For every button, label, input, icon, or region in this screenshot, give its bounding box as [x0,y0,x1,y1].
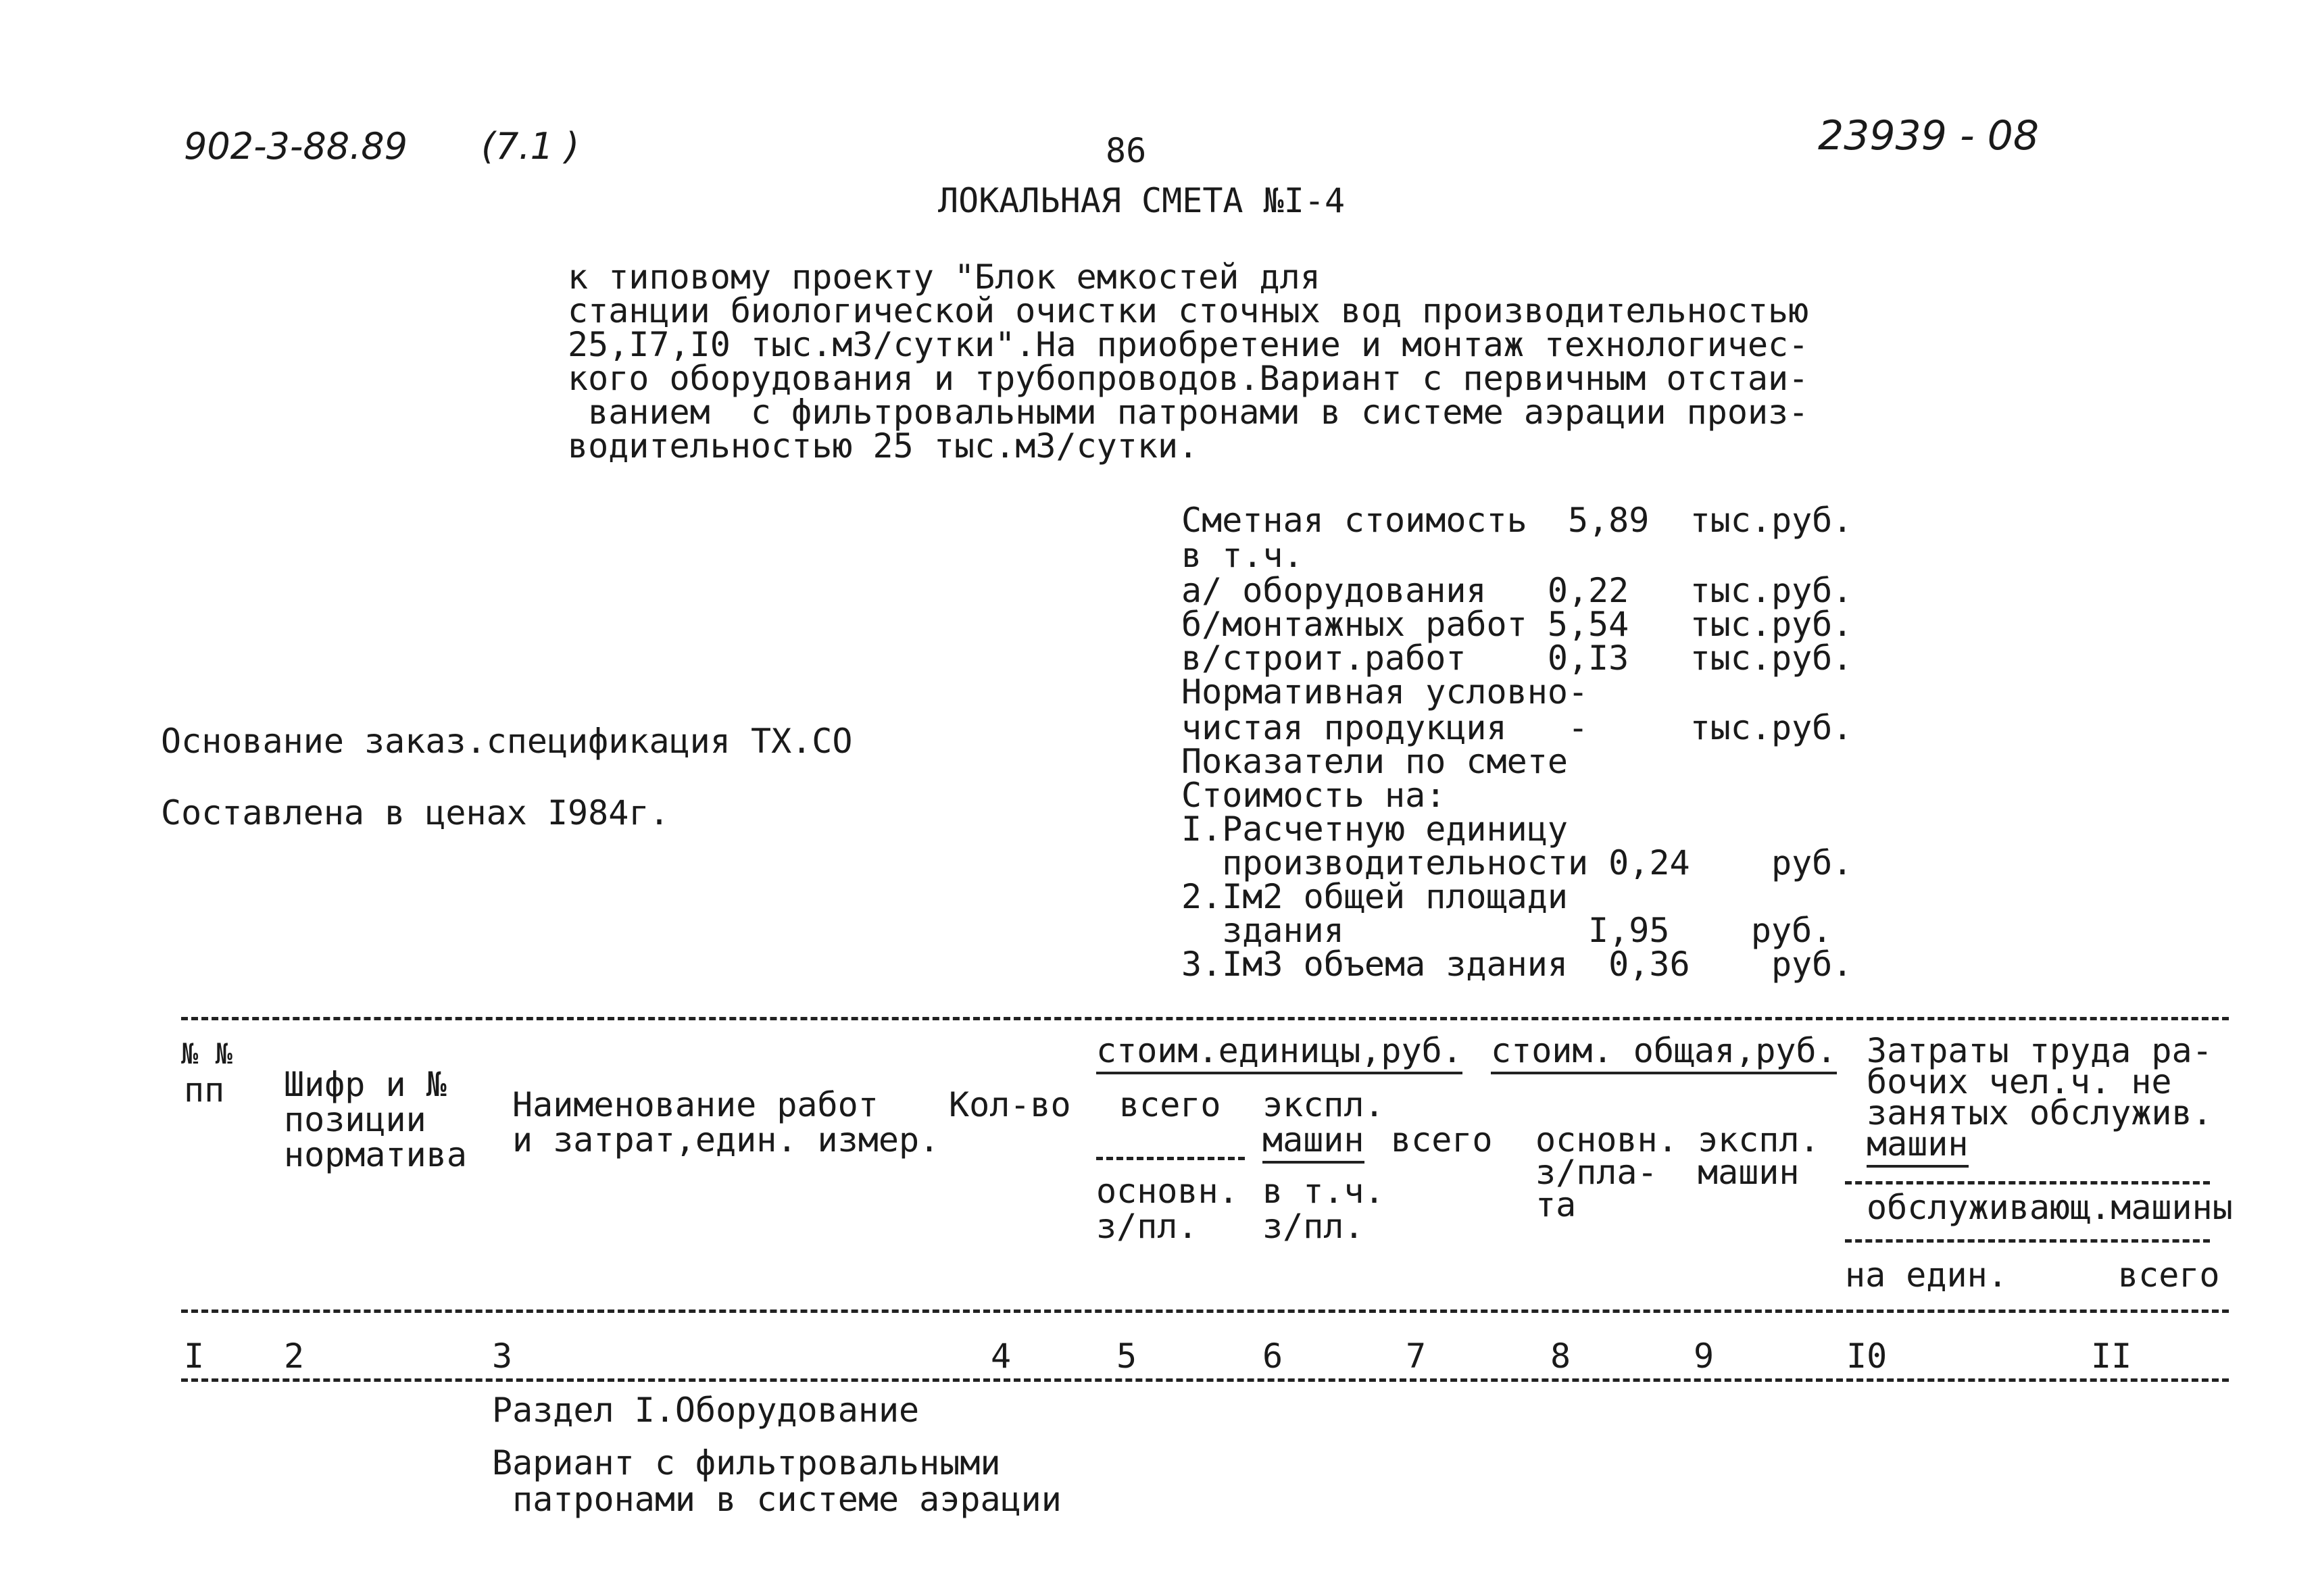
total-cost-group-label: стоим. общая,руб. [1491,1031,1837,1074]
unit-cost-mach-line-wrap [1262,1120,1364,1159]
variant-line: Вариант с фильтровальными [492,1443,1001,1482]
summary-line: I.Расчетную единицу [1181,809,1568,849]
unit-base-wage-line: основн. [1096,1172,1239,1211]
total-base-wage-line: з/пла- [1535,1153,1658,1192]
col-header-name-line: и затрат,един. измер. [512,1120,940,1159]
unit-incl-wage-line: з/пл. [1262,1207,1364,1246]
document-code: 902-3-88.89 [184,125,408,168]
col-header-code-line: позиции [284,1100,426,1139]
total-mach-line: экспл. [1698,1120,1820,1159]
summary-line: Стоимость на: [1181,776,1446,815]
column-number: II [2091,1337,2132,1376]
unit-cost-mach-line: машин [1262,1120,1364,1164]
col-header-code-line: норматива [284,1135,467,1174]
total-base-wage-line: основн. [1535,1120,1678,1159]
column-number: 6 [1262,1337,1283,1376]
labor-group-line: машин [1867,1124,1969,1168]
description-line: кого оборудования и трубопроводов.Вариант с первичным отстаи- [568,359,1809,398]
col-header-pp: пп [184,1070,225,1109]
registration-number: 23939 - 08 [1818,112,2040,159]
summary-line: чистая продукция - тыс.руб. [1181,708,1853,747]
column-number: 3 [492,1337,513,1376]
description-line: водительностью 25 тыс.м3/сутки. [568,426,1199,466]
description-line: к типовому проекту "Блок емкостей для [568,257,1321,297]
total-cost-all: всего [1391,1120,1493,1159]
unit-cost-group-label: стоим.единицы,руб. [1096,1031,1462,1074]
summary-line: Нормативная условно- [1181,672,1589,712]
labor-sub-header: обслуживающ.машины [1867,1188,2233,1227]
summary-line: Показатели по смете [1181,742,1568,781]
table-top-rule [181,1017,2229,1020]
labor-group-line: занятых обслужив. [1867,1093,2213,1132]
column-number: 4 [991,1337,1012,1376]
section-title: Раздел I.Оборудование [492,1391,920,1430]
summary-line: Сметная стоимость 5,89 тыс.руб. [1181,501,1853,540]
description-line: ванием с фильтровальными патронами в системе аэрации произ- [568,393,1809,432]
table-header-bottom-rule [181,1310,2229,1313]
labor-total: всего [2118,1255,2220,1295]
col-header-name-line: Наименование работ [512,1085,879,1124]
prices-line: Составлена в ценах I984г. [161,793,670,832]
labor-dash-upper [1845,1181,2210,1184]
unit-cost-total: всего [1119,1085,1221,1124]
col-header-number-symbol: № № [181,1037,232,1070]
summary-line: 2.Iм2 общей площади [1181,877,1568,916]
document-title: ЛОКАЛЬНАЯ СМЕТА №I-4 [938,181,1346,220]
total-mach-line: машин [1698,1153,1800,1192]
summary-line: производительности 0,24 руб. [1181,843,1853,882]
basis-line: Основание заказ.спецификация ТХ.СО [161,722,853,761]
labor-dash-lower [1845,1239,2210,1243]
column-numbers-rule [181,1378,2229,1382]
summary-line: в/строит.работ 0,I3 тыс.руб. [1181,639,1853,678]
total-base-wage-line: та [1535,1185,1577,1224]
column-number: I [184,1337,205,1376]
page-number: 86 [1106,131,1147,170]
unit-incl-wage-line: в т.ч. [1262,1172,1385,1211]
labor-group-line-wrap [1867,1124,1969,1164]
column-number: 2 [284,1337,305,1376]
col-header-quantity: Кол-во [949,1085,1071,1124]
summary-line: здания I,95 руб. [1181,911,1833,950]
labor-group-line: бочих чел.ч. не [1867,1062,2172,1101]
unit-base-wage-line: з/пл. [1096,1207,1198,1246]
summary-line: в т.ч. [1181,536,1304,575]
unit-cost-group-header [1096,1031,1462,1070]
unit-cost-mach-line: экспл. [1262,1085,1385,1124]
variant-line: патронами в системе аэрации [492,1480,1062,1519]
unit-cost-dash [1096,1157,1245,1160]
description-line: станции биологической очистки сточных вод производительностью [568,291,1809,330]
total-cost-group-header [1491,1031,1837,1070]
column-number: 5 [1116,1337,1137,1376]
col-header-code-line: Шифр и № [284,1065,447,1104]
column-number: 7 [1406,1337,1427,1376]
summary-line: 3.Iм3 объема здания 0,36 руб. [1181,945,1853,984]
description-line: 25,I7,I0 тыс.м3/сутки".На приобретение и монтаж технологичес- [568,325,1809,364]
column-number: 9 [1694,1337,1715,1376]
labor-per-unit: на един. [1845,1255,2008,1295]
section-code: (7.1 ) [481,125,580,168]
summary-line: а/ оборудования 0,22 тыс.руб. [1181,571,1853,610]
column-number: 8 [1550,1337,1571,1376]
summary-line: б/монтажных работ 5,54 тыс.руб. [1181,605,1853,644]
labor-group-line: Затраты труда ра- [1867,1031,2213,1070]
column-number: I0 [1846,1337,1888,1376]
